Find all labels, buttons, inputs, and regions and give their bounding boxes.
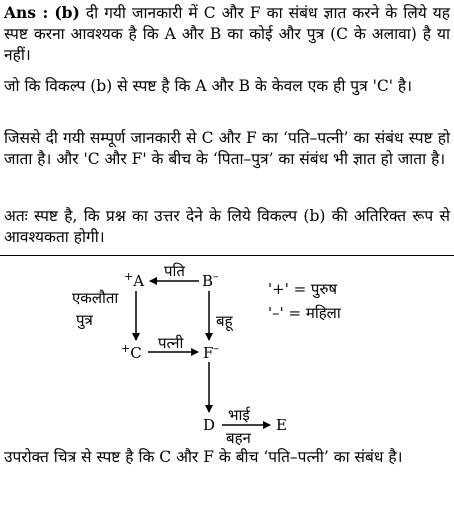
label-pati: पति bbox=[164, 262, 185, 280]
legend-female: '–' = महिला bbox=[268, 304, 341, 322]
node-a: +A bbox=[124, 270, 145, 290]
legend-male: '+' = पुरुष bbox=[268, 280, 338, 298]
label-bahu: बहू bbox=[216, 312, 233, 330]
node-f: F– bbox=[203, 342, 219, 362]
answer-line-1: दी गयी जानकारी में C और F का संबंध ज्ञात करने के लिये यह स्पष्ट करना आवश्यक है कि A और B का कोई और पुत्र (C के अलावा) है या नहीं। bbox=[4, 4, 451, 64]
answer-paragraph-3: जिससे दी गयी सम्पूर्ण जानकारी से C और F का ‘पति–पत्नी’ का संबंध स्पष्ट हो जाता है। और 'C और F' के बीच के ‘पिता–पुत्र’ का संबंध भी ज्ञात हो जाता है। bbox=[4, 129, 450, 168]
node-d: D bbox=[203, 416, 216, 434]
answer-paragraph-2: जो कि विकल्प (b) से स्पष्ट है कि A और B के केवल एक ही पुत्र 'C' है। bbox=[4, 77, 412, 95]
answer-label: Ans : bbox=[4, 3, 49, 22]
label-bhai: भाई bbox=[228, 406, 250, 424]
node-b: B– bbox=[202, 270, 219, 290]
node-c: +C bbox=[121, 342, 142, 362]
label-ekloti: एकलौता bbox=[72, 289, 119, 307]
label-patni: पत्नी bbox=[158, 334, 184, 352]
conclusion-text: उपरोक्त चित्र से स्पष्ट है कि C और F के बीच ‘पति–पत्नी’ का संबंध है। bbox=[4, 448, 403, 466]
label-putra: पुत्र bbox=[76, 311, 93, 329]
answer-paragraph-4: अतः स्पष्ट है, कि प्रश्न का उत्तर देने के लिये विकल्प (b) की अतिरिक्त रूप से आवश्यकता होगी। bbox=[4, 207, 450, 246]
node-e: E bbox=[276, 416, 287, 434]
label-bahan: बहन bbox=[226, 429, 251, 447]
answer-option: (b) bbox=[54, 3, 80, 22]
